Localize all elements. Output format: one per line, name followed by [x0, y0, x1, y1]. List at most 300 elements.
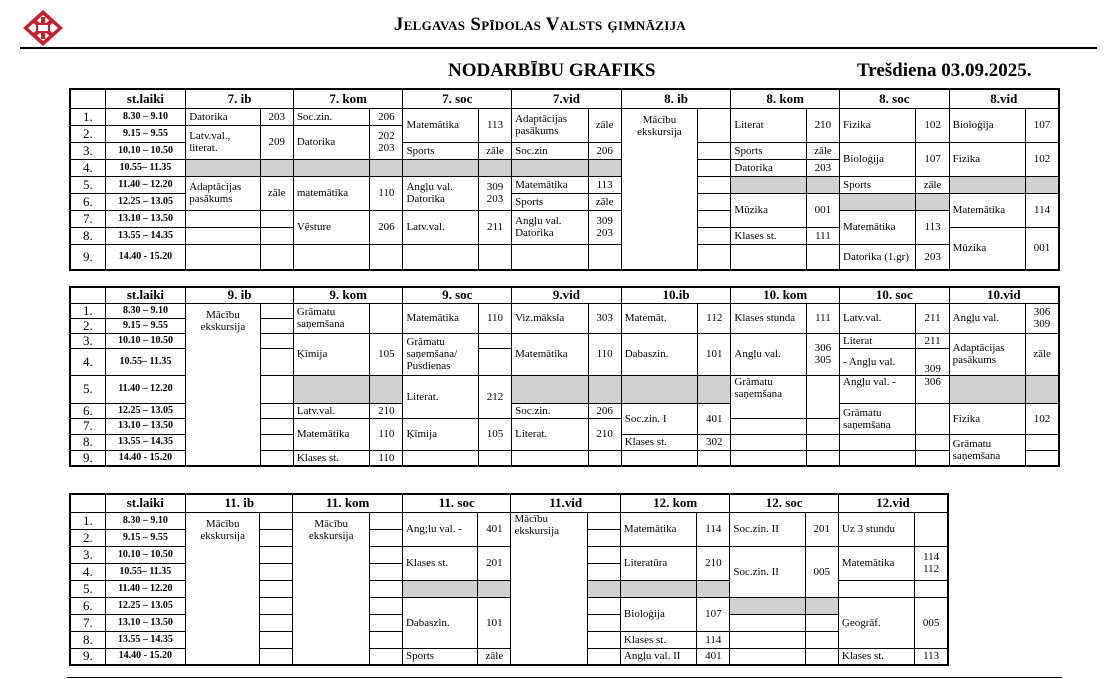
period-number: 4. [70, 348, 105, 375]
empty-cell [260, 648, 293, 665]
empty-cell [806, 375, 839, 418]
lesson-room: 114 112 [915, 546, 948, 580]
period-time: 13.55 – 14.35 [105, 631, 185, 648]
lesson-subject: Sports [840, 176, 916, 193]
empty-cell [260, 403, 293, 418]
break-cell [588, 375, 621, 403]
lesson-room: 113 [478, 108, 511, 142]
empty-cell [478, 244, 511, 270]
lesson-subject: Adaptācijas pasākums [512, 108, 588, 142]
lesson-subject: Klases st. [838, 648, 914, 665]
empty-cell [260, 227, 293, 244]
lesson-subject: Sports [512, 193, 588, 210]
class-header: 9. soc [403, 287, 512, 303]
empty-cell [730, 648, 805, 665]
empty-cell [260, 512, 293, 529]
period-number: 5. [70, 375, 105, 403]
empty-cell [369, 648, 402, 665]
lesson-subject: Grāmatu saņemšana [293, 303, 369, 333]
break-cell [697, 580, 730, 597]
class-header: 8.vid [949, 89, 1059, 108]
lesson-room: 113 [916, 210, 949, 244]
lesson-room: 211 [916, 333, 949, 348]
lesson-subject: Adaptācijas pasākums [186, 176, 260, 210]
lesson-subject: Angļu val. Datorika [403, 176, 478, 210]
empty-cell [840, 450, 916, 466]
class-header: 9. kom [293, 287, 403, 303]
lesson-room: 001 [1026, 227, 1059, 270]
empty-cell [731, 244, 806, 270]
page-title: NODARBĪBU GRAFIKS [448, 60, 656, 81]
break-cell [370, 159, 403, 176]
empty-cell [403, 244, 478, 270]
lesson-subject: Latv.val. [403, 210, 478, 244]
lesson-subject: Dabaszin. [402, 597, 477, 648]
empty-cell [403, 450, 478, 466]
period-time: 10.10 – 10.50 [105, 546, 185, 563]
class-header: 7. soc [403, 89, 512, 108]
period-time: 9.15 – 9.55 [105, 318, 185, 333]
lesson-subject: Mūzika [731, 193, 806, 227]
break-cell [620, 580, 696, 597]
period-time: 13.10 – 13.50 [105, 418, 185, 434]
empty-cell [260, 244, 293, 270]
empty-cell [369, 580, 402, 597]
lesson-room: 203 [806, 159, 839, 176]
break-cell [260, 159, 293, 176]
break-cell [293, 159, 369, 176]
empty-cell [1026, 450, 1059, 466]
period-number: 4. [70, 563, 105, 580]
break-cell [588, 159, 621, 176]
empty-cell [587, 512, 620, 529]
lesson-room: 001 [806, 193, 839, 227]
lesson-room: 105 [478, 418, 511, 450]
empty-cell [260, 348, 293, 375]
lesson-subject: Fizika [949, 403, 1025, 434]
lesson-subject: matemātika [293, 176, 369, 210]
empty-cell [621, 450, 697, 466]
class-header: 10.ib [621, 287, 731, 303]
lesson-room: zāle [588, 108, 621, 142]
empty-cell [698, 108, 731, 142]
header-blank [70, 89, 105, 108]
period-time: 10.55– 11.35 [105, 348, 185, 375]
break-cell [1026, 375, 1059, 403]
empty-cell [587, 614, 620, 631]
timetable-grades-7-8 [69, 88, 1060, 271]
break-cell [916, 193, 949, 210]
lesson-room: 210 [806, 108, 839, 142]
empty-cell [260, 614, 293, 631]
lesson-subject: Grāmatu saņemšana [840, 403, 916, 434]
period-time: 12.25 – 13.05 [105, 193, 185, 210]
break-cell [186, 159, 260, 176]
period-number: 3. [70, 333, 105, 348]
lesson-subject: Angļu val. - [840, 375, 916, 403]
lesson-room: 110 [478, 303, 511, 333]
lesson-room: zāle [478, 648, 511, 665]
break-cell [805, 597, 838, 614]
class-header: 9.vid [512, 287, 622, 303]
lesson-room: 303 [588, 303, 621, 333]
class-header: 11. soc [402, 494, 510, 512]
lesson-subject: Mūzika [949, 227, 1025, 270]
empty-cell [260, 318, 293, 333]
class-header: 10. kom [731, 287, 840, 303]
lesson-room: 210 [697, 546, 730, 580]
lesson-subject: Matemātika [840, 210, 916, 244]
lesson-subject: Literat [840, 333, 916, 348]
lesson-subject: Fizika [949, 142, 1025, 176]
lesson-room: 210 [588, 418, 621, 450]
lesson-subject: Ģeogrāf. [838, 597, 914, 648]
class-header: 12.vid [838, 494, 948, 512]
lesson-room: 102 [1026, 142, 1059, 176]
lesson-subject: Matemātika [620, 512, 696, 546]
lesson-subject: Soc.zin. II [730, 546, 805, 597]
empty-cell [370, 244, 403, 270]
period-time: 14.40 - 15.20 [105, 450, 185, 466]
empty-cell [806, 434, 839, 450]
class-header: 10. soc [840, 287, 950, 303]
period-number: 5. [70, 580, 105, 597]
period-time: 11.40 – 12.20 [105, 580, 185, 597]
lesson-room: 114 [697, 631, 730, 648]
period-time: 10.55– 11.35 [105, 563, 185, 580]
lesson-room: 201 [805, 512, 838, 546]
lesson-subject: Ķīmija [403, 418, 478, 450]
header-blank [70, 287, 105, 303]
class-header: 8. kom [731, 89, 840, 108]
period-number: 4. [70, 159, 105, 176]
lesson-room: zāle [260, 176, 293, 210]
break-cell [512, 159, 588, 176]
empty-cell [698, 176, 731, 193]
lesson-subject: Latv.val., literat. [186, 125, 260, 159]
lesson-room: 206 [370, 108, 403, 125]
lesson-subject: Angļu val. [731, 333, 806, 375]
empty-cell [587, 597, 620, 614]
class-header: 11. ib [186, 494, 293, 512]
lesson-subject: Soc.zin. II [730, 512, 805, 546]
empty-cell [260, 210, 293, 227]
empty-cell [369, 529, 402, 546]
period-number: 3. [70, 142, 105, 159]
lesson-room: 111 [806, 227, 839, 244]
lesson-subject: Matemātika [293, 418, 369, 450]
period-number: 7. [70, 210, 105, 227]
lesson-subject: Angļu val. II [620, 648, 696, 665]
lesson-room: 102 [916, 108, 949, 142]
break-cell [512, 375, 588, 403]
empty-cell [369, 614, 402, 631]
header-divider [20, 47, 1097, 49]
lesson-room: 005 [915, 597, 948, 648]
lesson-subject: Soc.zin. [293, 108, 369, 125]
period-time: 13.55 – 14.35 [105, 434, 185, 450]
period-time: 8.30 – 9.10 [105, 512, 185, 529]
lesson-subject: Ang;lu val. - [402, 512, 477, 546]
empty-cell [260, 418, 293, 434]
lesson-room: 110 [370, 176, 403, 210]
break-cell [949, 375, 1025, 403]
empty-cell [915, 580, 948, 597]
empty-cell [369, 631, 402, 648]
lesson-subject: Matemāt. [621, 303, 697, 333]
period-time: 10.55– 11.35 [105, 159, 185, 176]
footer-divider [67, 677, 1062, 678]
lesson-room: 202 203 [370, 125, 403, 159]
lesson-subject: Klases st. [402, 546, 477, 580]
lesson-room: 210 [370, 403, 403, 418]
period-number: 7. [70, 614, 105, 631]
lesson-room: 309 203 [478, 176, 511, 210]
period-time: 13.55 – 14.35 [105, 227, 185, 244]
break-cell [370, 375, 403, 403]
class-header: 7. ib [186, 89, 294, 108]
period-number: 3. [70, 546, 105, 563]
empty-cell [698, 193, 731, 210]
period-time: 12.25 – 13.05 [105, 597, 185, 614]
lesson-subject: Soc.zin [512, 142, 588, 159]
lesson-subject: Datorika (1.gr) [840, 244, 916, 270]
period-number: 2. [70, 125, 105, 142]
school-name: Jelgavas Spīdolas Valsts ģimnāzija [393, 14, 687, 35]
empty-cell [478, 450, 511, 466]
class-header: 8. soc [840, 89, 950, 108]
empty-cell [806, 244, 839, 270]
break-cell [478, 580, 511, 597]
empty-cell [916, 434, 949, 450]
lesson-subject: Bioloģija [620, 597, 696, 631]
empty-cell [1026, 434, 1059, 450]
lesson-room: 302 [698, 434, 731, 450]
lesson-subject: Literat. [512, 418, 588, 450]
empty-cell [731, 434, 806, 450]
lesson-subject: Uz 3 stundu [838, 512, 914, 546]
break-cell [478, 159, 511, 176]
lesson-subject: Grāmatu saņemšana [731, 375, 806, 418]
period-number: 8. [70, 434, 105, 450]
period-time: 8.30 – 9.10 [105, 303, 185, 318]
lesson-subject: Latv.val. [293, 403, 369, 418]
empty-cell [369, 597, 402, 614]
break-cell [1026, 176, 1059, 193]
empty-cell [260, 434, 293, 450]
lesson-subject: Matemātika [949, 193, 1025, 227]
period-time: 10.10 – 10.50 [105, 142, 185, 159]
lesson-room: 211 [478, 210, 511, 244]
lesson-subject: Klases st. [293, 450, 369, 466]
lesson-room: 113 [915, 648, 948, 665]
empty-cell [806, 450, 839, 466]
lesson-room: 206 [588, 403, 621, 418]
lesson-room: 309 203 [588, 210, 621, 244]
empty-cell [186, 210, 260, 227]
break-cell [730, 597, 805, 614]
break-cell [402, 580, 477, 597]
period-number: 9. [70, 648, 105, 665]
empty-cell [731, 418, 806, 434]
class-header: 11.vid [511, 494, 620, 512]
lesson-room: 401 [698, 403, 731, 434]
empty-cell [260, 631, 293, 648]
lesson-room: 107 [916, 142, 949, 176]
lesson-room: zāle [588, 193, 621, 210]
lesson-room: 206 [588, 142, 621, 159]
empty-cell [260, 450, 293, 466]
empty-cell [369, 563, 402, 580]
lesson-subject: Sports [403, 142, 478, 159]
lesson-room: 209 [260, 125, 293, 159]
empty-cell [370, 303, 403, 333]
break-cell [806, 176, 839, 193]
empty-cell [805, 614, 838, 631]
lesson-subject: Dabaszin. [621, 333, 697, 375]
lesson-subject: Klases st. [620, 631, 696, 648]
period-time: 10.10 – 10.50 [105, 333, 185, 348]
empty-cell [805, 648, 838, 665]
empty-cell [587, 529, 620, 546]
lesson-subject: Matemātika [512, 176, 588, 193]
period-number: 5. [70, 176, 105, 193]
lesson-room: 110 [588, 333, 621, 375]
lesson-room: 107 [697, 597, 730, 631]
lesson-room: 110 [370, 418, 403, 450]
lesson-subject: Vēsture [293, 210, 369, 244]
period-number: 1. [70, 512, 105, 529]
empty-cell [369, 546, 402, 563]
empty-cell [587, 563, 620, 580]
lesson-room: 005 [805, 546, 838, 597]
period-number: 1. [70, 303, 105, 318]
lesson-room: 101 [478, 597, 511, 648]
lesson-room: 114 [1026, 193, 1059, 227]
lesson-room: 107 [1026, 108, 1059, 142]
lesson-room: 101 [698, 333, 731, 375]
lesson-subject: Datorika [293, 125, 369, 159]
lesson-subject: Bioloģija [949, 108, 1025, 142]
period-number: 7. [70, 418, 105, 434]
header-time: st.laiki [105, 89, 185, 108]
break-cell [621, 375, 697, 403]
period-time: 14.40 - 15.20 [105, 244, 185, 270]
lesson-room: 110 [370, 450, 403, 466]
lesson-room: 114 [697, 512, 730, 546]
period-number: 2. [70, 318, 105, 333]
empty-cell [260, 563, 293, 580]
lesson-room: 306 305 [806, 333, 839, 375]
period-time: 8.30 – 9.10 [105, 108, 185, 125]
lesson-subject: Klases stunda [731, 303, 806, 333]
lesson-room: 211 [916, 303, 949, 333]
lesson-room: 401 [478, 512, 511, 546]
empty-cell [588, 450, 621, 466]
period-time: 9.15 – 9.55 [105, 529, 185, 546]
break-cell [587, 580, 620, 597]
lesson-subject: Mācību ekskursija [511, 512, 587, 665]
empty-cell [186, 227, 260, 244]
period-number: 6. [70, 403, 105, 418]
class-header: 11. kom [293, 494, 402, 512]
lesson-room: 102 [1026, 403, 1059, 434]
break-cell [840, 193, 916, 210]
period-number: 9. [70, 244, 105, 270]
lesson-subject: Bioloģija [840, 142, 916, 176]
lesson-room: 203 [916, 244, 949, 270]
empty-cell [916, 403, 949, 434]
lesson-subject: Latv.val. [840, 303, 916, 333]
lesson-room: 309 [916, 348, 949, 375]
class-header: 9. ib [186, 287, 294, 303]
timetable-grades-9-10 [69, 286, 1060, 467]
lesson-room: zāle [916, 176, 949, 193]
period-time: 12.25 – 13.05 [105, 403, 185, 418]
period-number: 6. [70, 597, 105, 614]
empty-cell [260, 375, 293, 403]
lesson-subject: Fizika [840, 108, 916, 142]
period-number: 6. [70, 193, 105, 210]
empty-cell [805, 631, 838, 648]
empty-cell [838, 580, 914, 597]
lesson-room: zāle [1026, 333, 1059, 375]
empty-cell [730, 631, 805, 648]
lesson-subject: Sports [402, 648, 477, 665]
empty-cell [730, 614, 805, 631]
lesson-subject: Klases st. [621, 434, 697, 450]
lesson-room: 112 [698, 303, 731, 333]
lesson-room: zāle [478, 142, 511, 159]
header-blank [70, 494, 105, 512]
lesson-subject: Literat. [403, 375, 478, 418]
period-number: 9. [70, 450, 105, 466]
empty-cell [806, 418, 839, 434]
class-header: 10.vid [949, 287, 1059, 303]
lesson-subject: Viz.māksla [512, 303, 588, 333]
lesson-subject: - Angļu val. [840, 348, 916, 375]
period-number: 8. [70, 227, 105, 244]
lesson-subject: Datorika [731, 159, 806, 176]
empty-cell [512, 244, 588, 270]
empty-cell [260, 580, 293, 597]
lesson-subject: Mācību ekskursija [186, 512, 260, 665]
school-emblem-icon [22, 9, 64, 47]
lesson-subject: Angļu val. Datorika [512, 210, 588, 244]
lesson-subject: Angļu val. [949, 303, 1025, 333]
period-time: 13.10 – 13.50 [105, 614, 185, 631]
lesson-subject: Matemātika [512, 333, 588, 375]
lesson-subject: Sports [731, 142, 806, 159]
lesson-room: zāle [806, 142, 839, 159]
lesson-subject: Adaptācijas pasākums [949, 333, 1025, 375]
class-header: 12. kom [620, 494, 729, 512]
lesson-room: 306 [916, 375, 949, 403]
lesson-room: 203 [260, 108, 293, 125]
lesson-room: 206 [370, 210, 403, 244]
lesson-subject: Mācību ekskursija [293, 512, 369, 665]
empty-cell [915, 512, 948, 546]
class-header: 8. ib [621, 89, 731, 108]
lesson-subject: Literat [731, 108, 806, 142]
empty-cell [260, 597, 293, 614]
empty-cell [587, 631, 620, 648]
lesson-room: 306 309 [1026, 303, 1059, 333]
timetable-grades-11-12 [69, 493, 949, 666]
empty-cell [587, 648, 620, 665]
lesson-room: 401 [697, 648, 730, 665]
lesson-subject: Mācību ekskursija [621, 108, 697, 270]
